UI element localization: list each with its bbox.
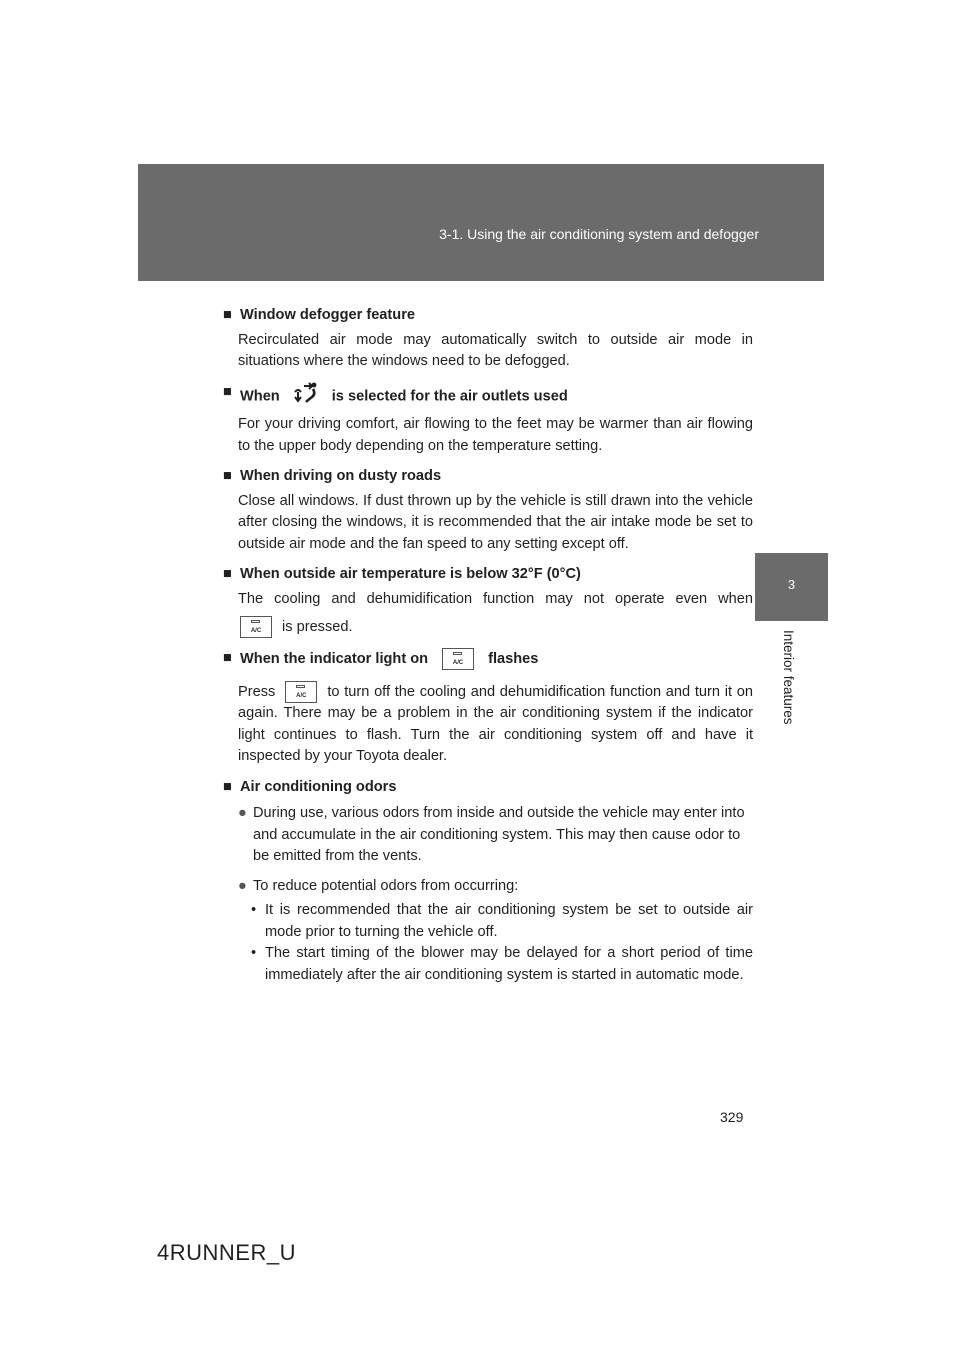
section-dusty-roads [223,466,753,555]
section-marker-icon: ■ [223,307,232,323]
ac-button-icon: A/C [285,681,317,703]
section-marker-icon: ■ [223,383,232,400]
section-title: ■ Window defogger feature [223,305,753,327]
section-body: The cooling and dehumidification function may not operate even when [238,590,753,607]
section-low-temperature [223,564,753,638]
chapter-label: Interior features [781,630,796,725]
sub-bullet-icon: • [251,902,257,919]
sub-bullet-icon: • [251,945,257,962]
section-marker-icon: ■ [223,566,232,582]
section-body-continued: A/C is pressed. [223,616,753,638]
chapter-number: 3 [787,577,796,592]
feet-and-windshield-airflow-icon [292,382,320,412]
sub-list-item: • It is recommended that the air conditioning system be set to outside air mode prior to turning the vehicle off. [251,902,753,940]
section-marker-icon: ■ [223,468,232,484]
section-indicator-flashes [223,648,753,767]
section-body: Close all windows. If dust thrown up by the vehicle is still drawn into the vehicle after closing the windows, it is recommended that the air intake mode be set to outside air mode and the fan speed to any setting except off. [238,492,753,552]
section-window-defogger [223,305,753,373]
section-title: ■ Air conditioning odors [223,777,753,799]
section-body: For your driving comfort, air flowing to the feet may be warmer than air flowing to the upper body depending on the temperature setting. [238,416,753,454]
section-body: Press A/C to turn off the cooling and dehumidification function and turn it on again. There may be a problem in the air conditioning system if the indicator light continues to flash. Turn the air conditioning system off and have it inspected by your Toyota dealer. [223,681,753,768]
page-number: 329 [720,1109,744,1125]
section-air-outlets [223,382,753,458]
ac-button-icon: A/C [240,616,272,638]
page-content [223,305,753,995]
bullet-icon: ● [238,805,247,822]
section-body: Recirculated air mode may automatically switch to outside air mode in situations where the windows need to be defogged. [238,331,753,369]
section-marker-icon: ■ [223,778,232,795]
ac-button-icon: A/C [442,648,474,670]
section-title: ■ When driving on dusty roads [223,466,753,488]
section-header-title: 3-1. Using the air conditioning system and defogger [439,226,759,242]
header-band [138,164,824,281]
bullet-icon: ● [238,877,247,894]
section-title: ■ When the indicator light on A/C flashes [223,648,753,670]
list-item: ● To reduce potential odors from occurring: [238,876,753,898]
chapter-tab [755,553,828,621]
list-item: ● During use, various odors from inside and outside the vehicle may enter into and accumulate in the air conditioning system. This may then cause odor to be emitted from the vents. [238,805,745,865]
model-code: 4RUNNER_U [157,1240,296,1265]
section-marker-icon: ■ [223,650,232,667]
section-title: ■ When is selected for the air outlets used [223,382,753,412]
section-title: ■ When outside air temperature is below 32°F (0°C) [223,564,753,586]
sub-list-item: • The start timing of the blower may be delayed for a short period of time immediately after the air conditioning system is started in automatic mode. [251,945,753,983]
section-odors [223,777,753,987]
